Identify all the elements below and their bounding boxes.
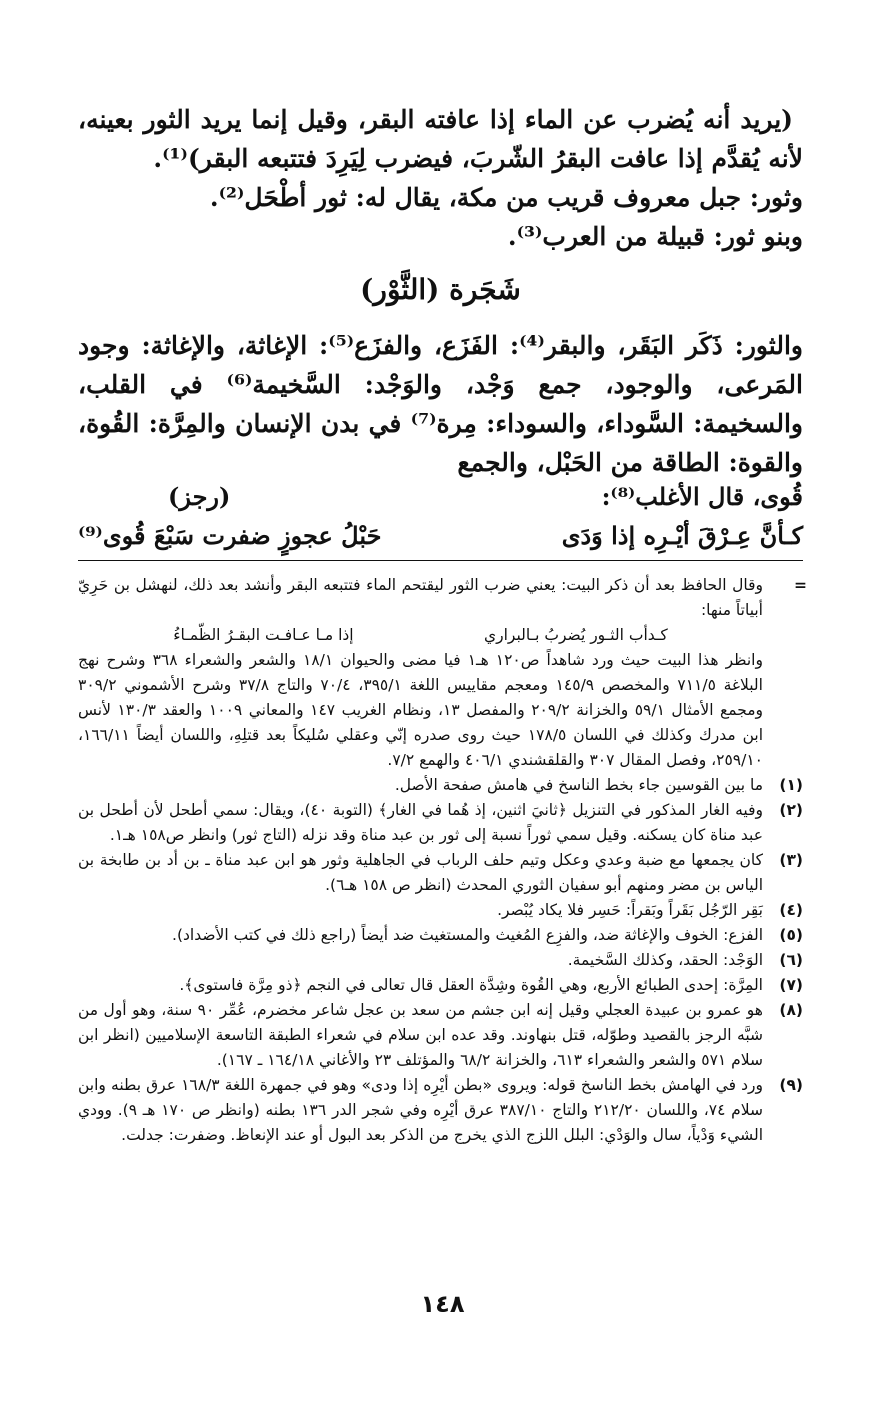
footnote-text: هو عمرو بن عبيدة العجلي وقيل إنه ابن جشم من سعد بن عجل شاعر مخضرم، عُمِّر ٩٠ سنة، وهو أول من شبَّه الرجز بالقصيد وطوّله، قتل بنهاوند. وقد عده ابن سلام في شعراء الطبقة التاسعة الإسلاميين (انظر ابن سلام ٥٧١ والشعر والشعراء ٦١٣، والخزانة ٦٨/٢ والمؤتلف ٢٣ والأغاني ١٦٤/١٨ ـ ١٦٧). xyxy=(78,1001,763,1069)
footnote-number: (٤) xyxy=(779,901,803,919)
paragraph-4: والثور: ذَكَر البَقَر، والبقر⁽⁴⁾: الفَزَع، والفزَع⁽⁵⁾: الإغاثة، والإغاثة: وجود المَرعى، والوجود، جمع وَجْد، والوَجْد: السَّخيمة⁽⁶⁾ في القلب، والسخيمة: السَّوداء، والسوداء: مِرة⁽⁷⁾ في بدن الإنسان والمِرَّة: القُوة، والقوة: الطاقة من الحَبْل، والجمع xyxy=(78,331,803,477)
footnote-text: الوَجْد: الحقد، وكذلك السَّخيمة. xyxy=(567,951,763,969)
footnote-3 xyxy=(78,848,803,898)
meter-label: (رجز) xyxy=(168,482,231,511)
footnote-8 xyxy=(78,998,803,1073)
section-heading: شَجَرة (الثَّوْر) xyxy=(360,273,521,306)
page-number: ١٤٨ xyxy=(420,1290,465,1318)
footnotes xyxy=(78,573,807,1148)
verse-intro: قُوى، قال الأغلب⁽⁸⁾: xyxy=(601,482,803,511)
footnote-verse-second: إذا مـا عـافـت البقـرُ الظّمـاءُ xyxy=(173,626,354,644)
footnote-1 xyxy=(78,773,803,798)
footnote-6 xyxy=(78,948,803,973)
footnote-text: بَقِر الرّجُل بَقَراً وبَقراً: حَسِر فلا يكاد يُبْصر. xyxy=(497,901,763,919)
continuation-mark: = xyxy=(794,576,807,594)
verse-second-hemistich: حَبْلُ عجوزٍ ضفرت سَبْعَ قُوى⁽⁹⁾ xyxy=(78,521,382,550)
continuation-text-2: وانظر هذا البيت حيث ورد شاهداً ص١٢٠ هـ١ فيا مضى والحيوان ١٨/١ والشعر والشعراء ٣٦٨ وشرح نهج البلاغة ٧١١/٥ والمخصص ١٤٥/٩ ومعجم مقاييس اللغة ٣٩٥/١، ٧٠/٤ والتاج ٣٧/٨ وشرح الأشموني ٣٠٩/٢ ومجمع الأمثال ٥٩/١ والخزانة ٢٠٩/٢ والمفصل ١٣، ونظام الغريب ١٤٧ والمعاني ١٠٠٩ والعقد ١٣٠/٣ لأنس ابن مدرك وكذلك في اللسان ١٧٨/٥ حيث روى صدره إنّي وعقلي سُليكاً بعد قتلِهِ، واللسان أيضاً ١٦٦/١١، ٢٥٩/١٠، وفصل المقال ٣٠٧ والقلقشندي ٤٠٦/١ والهمع ٧/٢. xyxy=(78,651,764,769)
footnote-number: (٦) xyxy=(779,951,803,969)
footnote-continuation xyxy=(78,573,807,773)
footnote-text: كان يجمعها مع ضبة وعدي وعكل وتيم حلف الرباب في الجاهلية وثور هو ابن عبد مناة ـ بن أد بن طابخة بن الياس بن مضر ومنهم أبو سفيان الثوري المحدث (انظر ص ١٥٨ هـ٦). xyxy=(78,851,763,894)
footnote-verse xyxy=(78,623,763,648)
paragraph-3: وبنو ثور: قبيلة من العرب⁽³⁾. xyxy=(507,222,803,251)
verse xyxy=(78,518,803,561)
footnote-number: (٥) xyxy=(779,926,803,944)
footnote-number: (٨) xyxy=(779,1001,803,1019)
page-content xyxy=(78,100,807,1148)
footnote-number: (٢) xyxy=(779,801,803,819)
footnote-4 xyxy=(78,898,803,923)
verse-first-hemistich: كـأنَّ عِـرْقَ أيْـرِه إذا وَدَى xyxy=(561,521,803,550)
footnote-2 xyxy=(78,798,803,848)
footnote-7 xyxy=(78,973,803,998)
footnote-5 xyxy=(78,923,803,948)
footnote-number: (٣) xyxy=(779,851,803,869)
footnote-number: (٩) xyxy=(779,1076,803,1094)
footnote-number: (٧) xyxy=(779,976,803,994)
footnote-9 xyxy=(78,1073,803,1148)
paragraph-1: (يريد أنه يُضرب عن الماء إذا عافته البقر، وقيل إنما يريد الثور بعينه، لأنه يُقدَّم إذا عافت البقرُ الشّربَ، فيضرب لِيَرِدَ فتتبعه البقر)⁽¹⁾. xyxy=(78,105,803,173)
footnote-verse-first: كـدأب الثـور يُضربُ بـالبراري xyxy=(483,626,668,644)
footnote-text: ورد في الهامش بخط الناسخ قوله: ويروى «بطن أيْرِه إذا ودى» وهو في جمهرة اللغة ١٦٨/٣ عرق بطنه وابن سلام ٧٤، واللسان ٢١٢/٢٠ والتاج ٣٨٧/١٠ عرق أيْرِه وفي شجر الدر ١٣٦ بطنه (وانظر ص ١٧٠ هـ ٩). وودي الشيء وَدْياً، سال والوَدْي: البلل اللزج الذي يخرج من الذكر بعد البول أو عند الإنعاظ. وضفرت: جدلت. xyxy=(78,1076,763,1144)
footnote-text: المِرَّة: إحدى الطبائع الأربع، وهي القُوة وشِدَّة العقل قال تعالى في النجم ﴿ذو مِرَّة فاستوى﴾. xyxy=(179,976,763,994)
main-text xyxy=(78,100,803,561)
footnote-text: وفيه الغار المذكور في التنزيل ﴿ثانيَ اثنين، إذ هُما في الغار﴾ (التوبة ٤٠)، ويقال: سمي أطحل لأن أطحل بن عبد مناة كان يسكنه. وقيل سمي ثوراً نسبة إلى ثور بن عبد مناة وقد نزله (التاج ثور) وانظر ص١٥٨ هـ١. xyxy=(78,801,763,844)
footnote-text: ما بين القوسين جاء بخط الناسخ في هامش صفحة الأصل. xyxy=(394,776,763,794)
footnote-number: (١) xyxy=(779,776,803,794)
verse-intro-line xyxy=(78,482,803,518)
paragraph-2: وثور: جبل معروف قريب من مكة، يقال له: ثور أطْحَل⁽²⁾. xyxy=(209,183,803,212)
footnote-text: الفزع: الخوف والإغاثة ضد، والفزِع المُغيث والمستغيث ضد أيضاً (راجع ذلك في كتب الأضداد). xyxy=(172,926,763,944)
continuation-text-1: وقال الحافظ بعد أن ذكر البيت: يعني ضرب الثور ليقتحم الماء فتتبعه البقر وأنشد بعد ذلك، لنهشل بن حَرِيّ أبياتاً منها: xyxy=(78,576,763,619)
